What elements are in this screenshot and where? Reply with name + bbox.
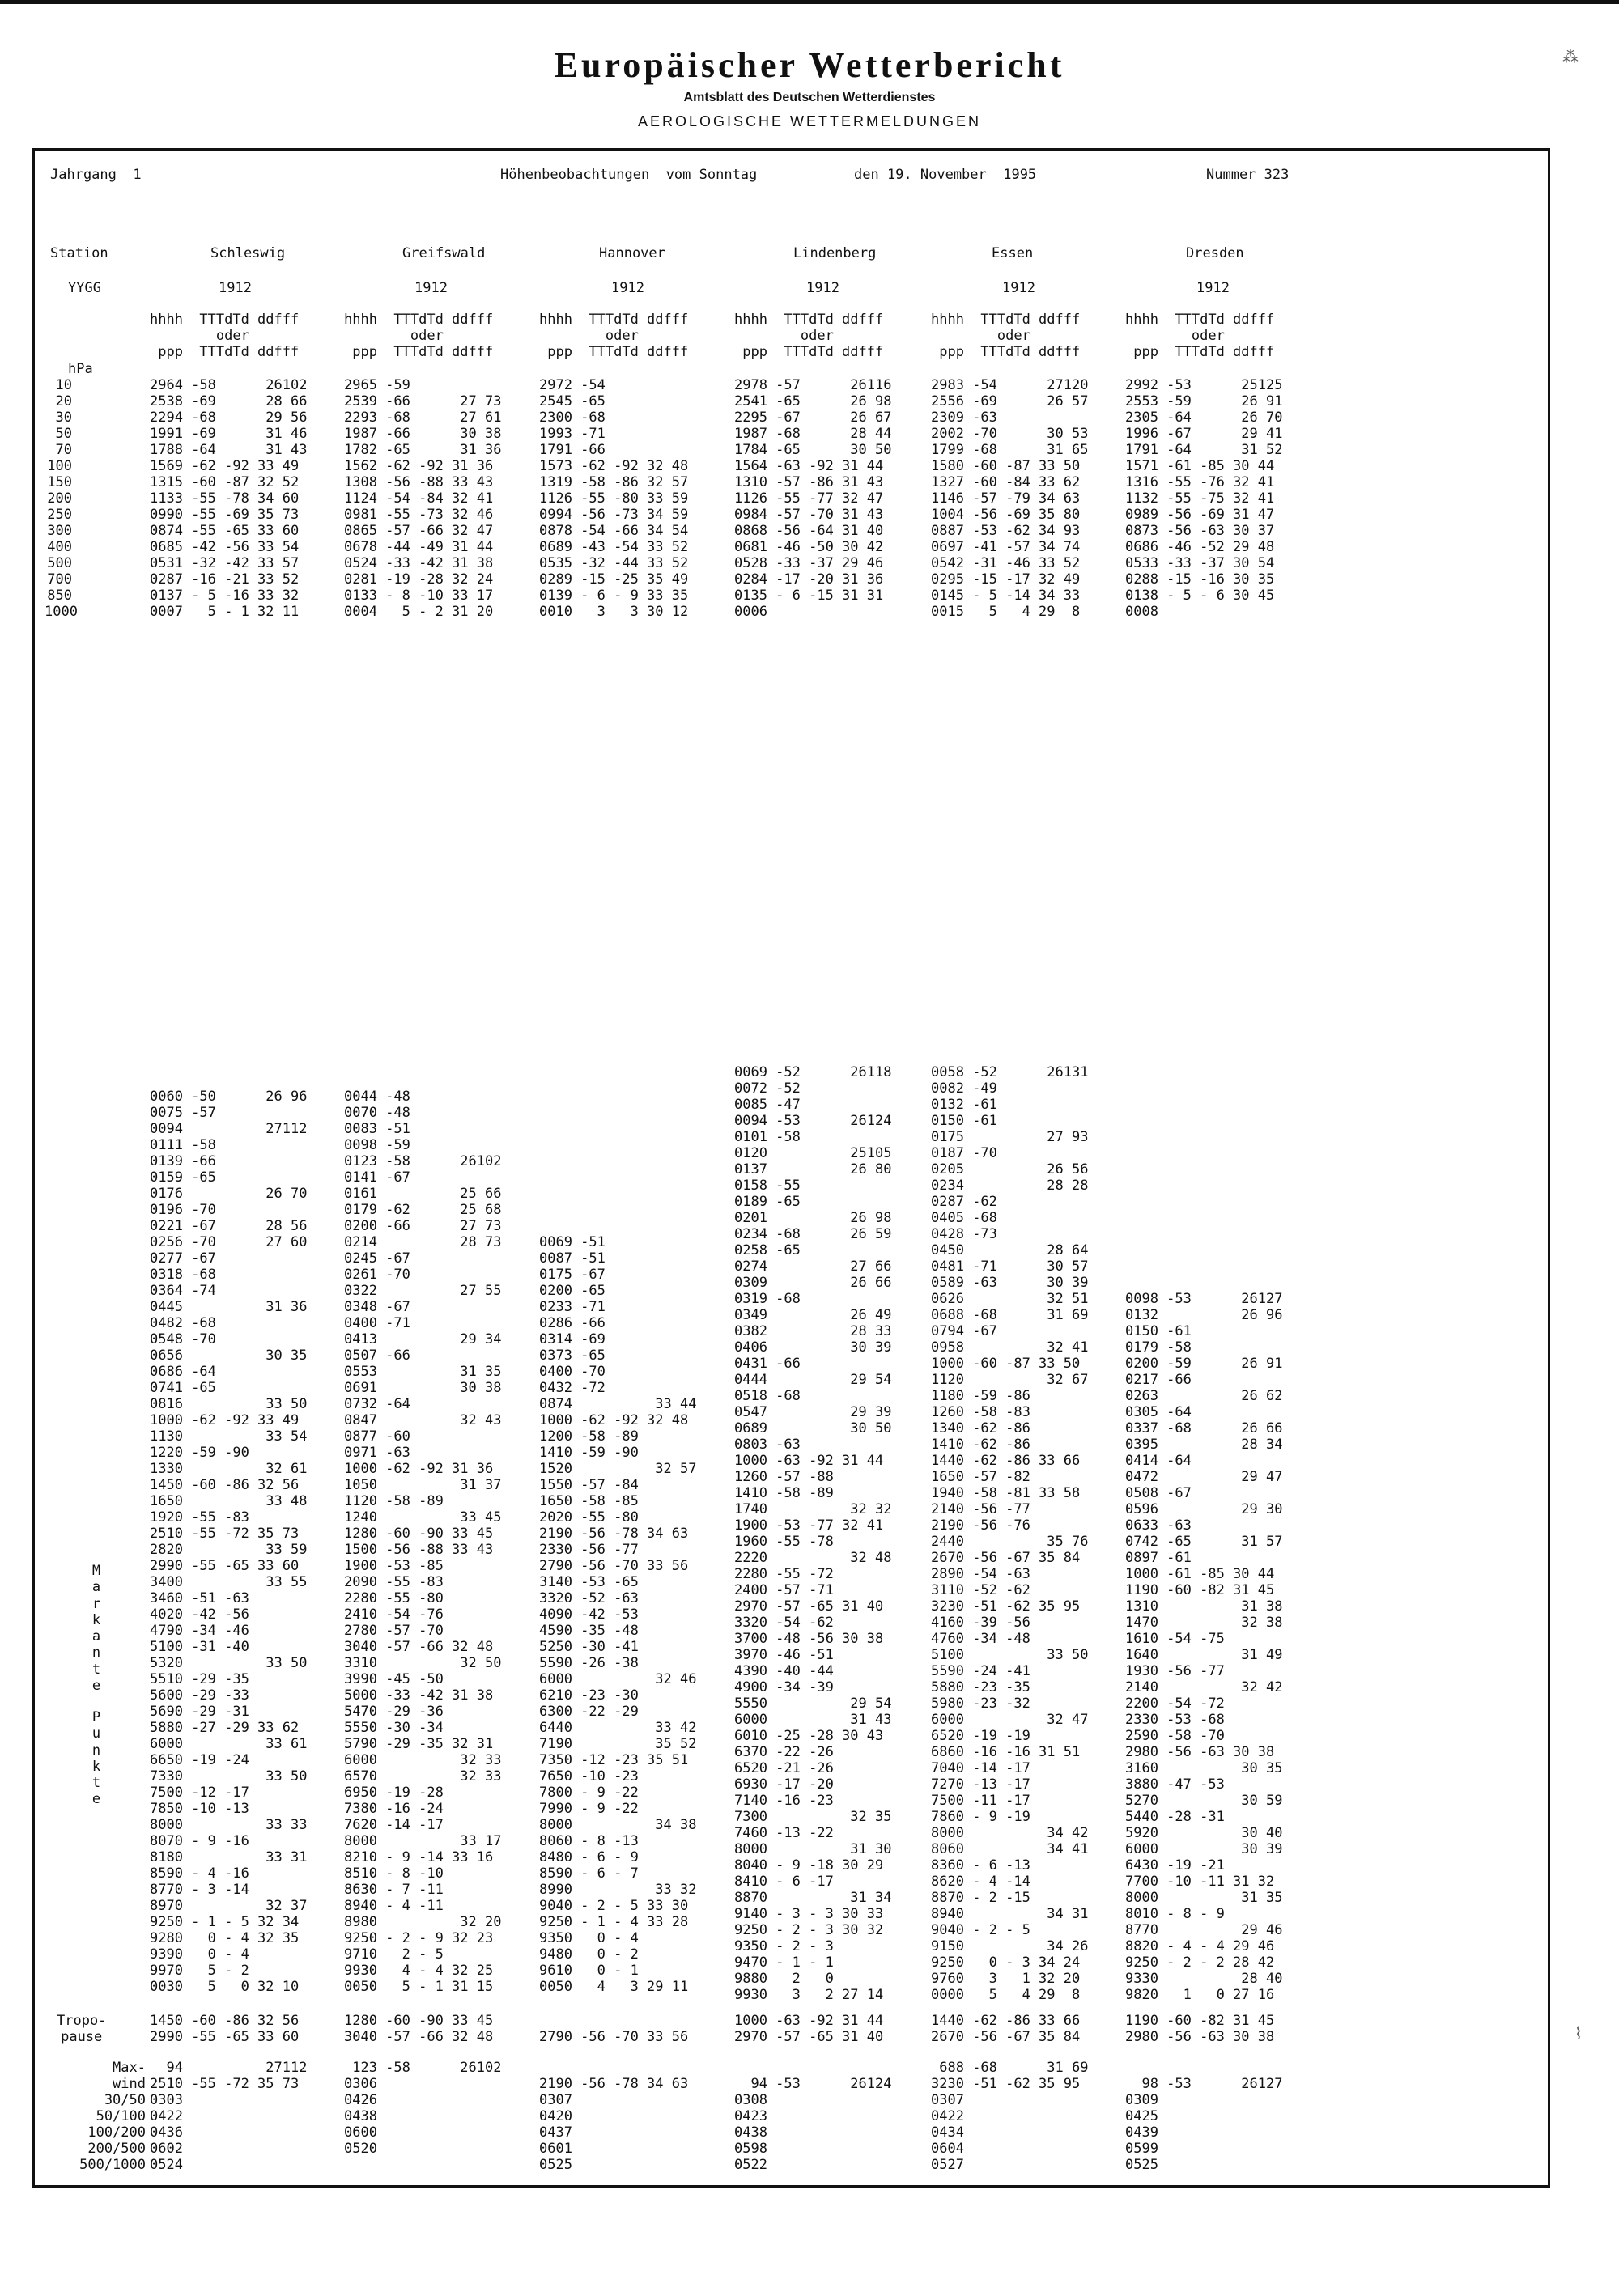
- standard-levels-data: 2972 -54 2545 -65 2300 -68 1993 -71 1791 -66 1573 -62 -92 32 48 1319 -58 -86 32 57 1126 -55 -80 33 59 0994 -56 -73 34 59 0878 -54 -66 34 54 0689 -43 -54 33 52 0535 -32 -44 33 52 0289 -15 -25 35 49 0139 - 6 - 9 33 35 0010 3 3 30 12: [539, 377, 689, 620]
- margin-scribble-bottom: ⌇: [1574, 2023, 1583, 2043]
- top-border-line: [0, 0, 1619, 4]
- significant-points-data: 0069 -51 0087 -51 0175 -67 0200 -65 0233 -71 0286 -66 0314 -69 0373 -65 0400 -70 0432 -72 0874 33 44 1000 -62 -92 32 48 1200 -58 -89 1410 -59 -90 1520 32 57 1550 -57 -84 1650 -58 -85 2020 -55 -80 2190 -56 -78 34 63 2330 -56 -77 2790 -56 -70 33 56 3140 -53 -65 3320 -52 -63 4090 -42 -53 4590 -35 -48 5250 -30 -41 5590 -26 -38 6000 32 46 6210 -23 -30 6300 -22 -29 6440 33 42 7190 35 52 7350 -12 -23 35 51 7650 -10 -23 7800 - 9 -22 7990 - 9 -22 8000 34 38 8060 - 8 -13 8480 - 6 - 9 8590 - 6 - 7 8990 33 32 9040 - 2 - 5 33 30 9250 - 1 - 4 33 28 9350 0 - 4 9480 0 - 2 9610 0 - 1 0050 4 3 29 11: [539, 1234, 697, 1995]
- hpa-label: hPa: [68, 361, 93, 377]
- maxwind-data: 688 -68 31 69 3230 -51 -62 35 95 0307 0422 0434 0604 0527: [931, 2060, 1089, 2173]
- column-header-3: ppp TTTdTd ddfff: [344, 344, 494, 360]
- station-yygg: 1912: [414, 280, 448, 296]
- column-header-1: hhhh TTTdTd ddfff: [539, 312, 689, 328]
- station-yygg: 1912: [219, 280, 252, 296]
- significant-points-data: 0069 -52 26118 0072 -52 0085 -47 0094 -53 26124 0101 -58 0120 25105 0137 26 80 0158 -55 0189 -65 0201 26 98 0234 -68 26 59 0258 -65 0274 27 66 0309 26 66 0319 -68 0349 26 49 0382 28 33 0406 30 39 0431 -66 0444 29 54 0518 -68 0547 29 39 0689 30 50 0803 -63 1000 -63 -92 31 44 1260 -57 -88 1410 -58 -89 1740 32 32 1900 -53 -77 32 41 1960 -55 -78 2220 32 48 2280 -55 -72 2400 -57 -71 2970 -57 -65 31 40 3320 -54 -62 3700 -48 -56 30 38 3970 -46 -51 4390 -40 -44 4900 -34 -39 5550 29 54 6000 31 43 6010 -25 -28 30 43 6370 -22 -26 6520 -21 -26 6930 -17 -20 7140 -16 -23 7300 32 35 7460 -13 -22 8000 31 30 8040 - 9 -18 30 29 8410 - 6 -17 8870 31 34 9140 - 3 - 3 30 33 9250 - 2 - 3 30 32 9350 - 2 - 3 9470 - 1 - 1 9880 2 0 9930 3 2 27 14: [734, 1064, 892, 2003]
- station-yygg: 1912: [1002, 280, 1035, 296]
- significant-points-data: 0058 -52 26131 0082 -49 0132 -61 0150 -61 0175 27 93 0187 -70 0205 26 56 0234 28 28 0287 -62 0405 -68 0428 -73 0450 28 64 0481 -71 30 57 0589 -63 30 39 0626 32 51 0688 -68 31 69 0794 -67 0958 32 41 1000 -60 -87 33 50 1120 32 67 1180 -59 -86 1260 -58 -83 1340 -62 -86 1410 -62 -86 1440 -62 -86 33 66 1650 -57 -82 1940 -58 -81 33 58 2140 -56 -77 2190 -56 -76 2440 35 76 2670 -56 -67 35 84 2890 -54 -63 3110 -52 -62 3230 -51 -62 35 95 4160 -39 -56 4760 -34 -48 5100 33 50 5590 -24 -41 5880 -23 -35 5980 -23 -32 6000 32 47 6520 -19 -19 6860 -16 -16 31 51 7040 -14 -17 7270 -13 -17 7500 -11 -17 7860 - 9 -19 8000 34 42 8060 34 41 8360 - 6 -13 8620 - 4 -14 8870 - 2 -15 8940 34 31 9040 - 2 - 5 9150 34 26 9250 0 - 3 34 24 9760 3 1 32 20 0000 5 4 29 8: [931, 1064, 1089, 2003]
- maxwind-data: 94 27112 2510 -55 -72 35 73 0303 0422 0436 0602 0524: [150, 2060, 308, 2173]
- yygg-label: YYGG: [68, 280, 101, 296]
- page-subtitle: Amtsblatt des Deutschen Wetterdienstes: [683, 91, 936, 104]
- column-header-1: hhhh TTTdTd ddfff: [344, 312, 494, 328]
- column-header-3: ppp TTTdTd ddfff: [931, 344, 1081, 360]
- standard-levels-data: 2978 -57 26116 2541 -65 26 98 2295 -67 26 67 1987 -68 28 44 1784 -65 30 50 1564 -63 -92 31 44 1310 -57 -86 31 43 1126 -55 -77 32 47 0984 -57 -70 31 43 0868 -56 -64 31 40 0681 -46 -50 30 42 0528 -33 -37 29 46 0284 -17 -20 31 36 0135 - 6 -15 31 31 0006: [734, 377, 892, 620]
- section-title: AEROLOGISCHE WETTERMELDUNGEN: [637, 113, 982, 129]
- tropopause-data: 1450 -60 -86 32 56 2990 -55 -65 33 60: [150, 2013, 300, 2045]
- station-yygg: 1912: [611, 280, 644, 296]
- column-header-2: oder: [734, 328, 834, 344]
- pressure-levels: 10 20 30 50 70 100 150 200 250 300 400 500 700 850 1000: [45, 377, 78, 620]
- column-header-2: oder: [931, 328, 1030, 344]
- station-yygg: 1912: [1196, 280, 1230, 296]
- tropopause-data: 1280 -60 -90 33 45 3040 -57 -66 32 48: [344, 2013, 494, 2045]
- column-header-1: hhhh TTTdTd ddfff: [150, 312, 300, 328]
- station-name: Lindenberg: [793, 245, 877, 261]
- standard-levels-data: 2964 -58 26102 2538 -69 28 66 2294 -68 29 56 1991 -69 31 46 1788 -64 31 43 1569 -62 -92 33 49 1315 -60 -87 32 52 1133 -55 -78 34 60 0990 -55 -69 35 73 0874 -55 -65 33 60 0685 -42 -56 33 54 0531 -32 -42 33 57 0287 -16 -21 33 52 0137 - 5 -16 33 32 0007 5 - 1 32 11: [150, 377, 308, 620]
- significant-points-data: 0044 -48 0070 -48 0083 -51 0098 -59 0123 -58 26102 0141 -67 0161 25 66 0179 -62 25 68 0200 -66 27 73 0214 28 73 0245 -67 0261 -70 0322 27 55 0348 -67 0400 -71 0413 29 34 0507 -66 0553 31 35 0691 30 38 0732 -64 0847 32 43 0877 -60 0971 -63 1000 -62 -92 31 36 1050 31 37 1120 -58 -89 1240 33 45 1280 -60 -90 33 45 1500 -56 -88 33 43 1900 -53 -85 2090 -55 -83 2280 -55 -80 2410 -54 -76 2780 -57 -70 3040 -57 -66 32 48 3310 32 50 3990 -45 -50 5000 -33 -42 31 38 5470 -29 -36 5550 -30 -34 5790 -29 -35 32 31 6000 32 33 6570 32 33 6950 -19 -28 7380 -16 -24 7620 -14 -17 8000 33 17 8210 - 9 -14 33 16 8510 - 8 -10 8630 - 7 -11 8940 - 4 -11 8980 32 20 9250 - 2 - 9 32 23 9710 2 - 5 9930 4 - 4 32 25 0050 5 - 1 31 15: [344, 1089, 502, 1995]
- column-header-2: oder: [1125, 328, 1225, 344]
- maxwind-data: 2190 -56 -78 34 63 0307 0420 0437 0601 0525: [539, 2076, 689, 2173]
- station-name: Schleswig: [210, 245, 286, 261]
- standard-levels-data: 2992 -53 25125 2553 -59 26 91 2305 -64 26 70 1996 -67 29 41 1791 -64 31 52 1571 -61 -85 30 44 1316 -55 -76 32 41 1132 -55 -75 32 41 0989 -56 -69 31 47 0873 -56 -63 30 37 0686 -46 -52 29 48 0533 -33 -37 30 54 0288 -15 -16 30 35 0138 - 5 - 6 30 45 0008: [1125, 377, 1283, 620]
- page-header: [0, 45, 1619, 130]
- tropopause-label: Tropo- pause: [57, 2013, 107, 2045]
- station-yygg: 1912: [806, 280, 839, 296]
- column-header-1: hhhh TTTdTd ddfff: [931, 312, 1081, 328]
- station-name: Greifswald: [402, 245, 486, 261]
- tropopause-data: 1440 -62 -86 33 66 2670 -56 -67 35 84: [931, 2013, 1081, 2045]
- column-header-1: hhhh TTTdTd ddfff: [1125, 312, 1275, 328]
- column-header-2: oder: [539, 328, 639, 344]
- page-title: Europäischer Wetterbericht: [554, 45, 1065, 85]
- punkte-label: P u n k t e: [91, 1709, 101, 1808]
- tropopause-data: 1190 -60 -82 31 45 2980 -56 -63 30 38: [1125, 2013, 1275, 2045]
- column-header-3: ppp TTTdTd ddfff: [539, 344, 689, 360]
- station-name: Essen: [992, 245, 1034, 261]
- maxwind-label: Max- wind 30/50 50/100 100/200 200/500 500/1000: [79, 2060, 146, 2173]
- column-header-2: oder: [150, 328, 249, 344]
- column-header-3: ppp TTTdTd ddfff: [1125, 344, 1275, 360]
- significant-points-data: 0060 -50 26 96 0075 -57 0094 27112 0111 -58 0139 -66 0159 -65 0176 26 70 0196 -70 0221 -67 28 56 0256 -70 27 60 0277 -67 0318 -68 0364 -74 0445 31 36 0482 -68 0548 -70 0656 30 35 0686 -64 0741 -65 0816 33 50 1000 -62 -92 33 49 1130 33 54 1220 -59 -90 1330 32 61 1450 -60 -86 32 56 1650 33 48 1920 -55 -83 2510 -55 -72 35 73 2820 33 59 2990 -55 -65 33 60 3400 33 55 3460 -51 -63 4020 -42 -56 4790 -34 -46 5100 -31 -40 5320 33 50 5510 -29 -35 5600 -29 -33 5690 -29 -31 5880 -27 -29 33 62 6000 33 61 6650 -19 -24 7330 33 50 7500 -12 -17 7850 -10 -13 8000 33 33 8070 - 9 -16 8180 33 31 8590 - 4 -16 8770 - 3 -14 8970 32 37 9250 - 1 - 5 32 34 9280 0 - 4 32 35 9390 0 - 4 9970 5 - 2 0030 5 0 32 10: [150, 1089, 308, 1995]
- issue-number: Nummer 323: [1206, 167, 1290, 183]
- maxwind-data: 94 -53 26124 0308 0423 0438 0598 0522: [734, 2076, 892, 2173]
- station-name: Hannover: [599, 245, 665, 261]
- jahrgang-label: Jahrgang 1: [50, 167, 142, 183]
- margin-scribble: ⁂: [1562, 47, 1579, 66]
- standard-levels-data: 2965 -59 2539 -66 27 73 2293 -68 27 61 1987 -66 30 38 1782 -65 31 36 1562 -62 -92 31 36 1308 -56 -88 33 43 1124 -54 -84 32 41 0981 -55 -73 32 46 0865 -57 -66 32 47 0678 -44 -49 31 44 0524 -33 -42 31 38 0281 -19 -28 32 24 0133 - 8 -10 33 17 0004 5 - 2 31 20: [344, 377, 502, 620]
- tropopause-data: 1000 -63 -92 31 44 2970 -57 -65 31 40: [734, 2013, 884, 2045]
- column-header-3: ppp TTTdTd ddfff: [734, 344, 884, 360]
- station-label: Station: [50, 245, 108, 261]
- tropopause-data: 2790 -56 -70 33 56: [539, 2029, 689, 2045]
- column-header-2: oder: [344, 328, 444, 344]
- date-label: den 19. November 1995: [854, 167, 1037, 183]
- observation-label: Höhenbeobachtungen vom Sonntag: [500, 167, 758, 183]
- column-header-3: ppp TTTdTd ddfff: [150, 344, 300, 360]
- markante-label: M a r k a n t e: [91, 1563, 101, 1695]
- standard-levels-data: 2983 -54 27120 2556 -69 26 57 2309 -63 2002 -70 30 53 1799 -68 31 65 1580 -60 -87 33 50 1327 -60 -84 33 62 1146 -57 -79 34 63 1004 -56 -69 35 80 0887 -53 -62 34 93 0697 -41 -57 34 74 0542 -31 -46 33 52 0295 -15 -17 32 49 0145 - 5 -14 34 33 0015 5 4 29 8: [931, 377, 1089, 620]
- significant-points-data: 0098 -53 26127 0132 26 96 0150 -61 0179 -58 0200 -59 26 91 0217 -66 0263 26 62 0305 -64 0337 -68 26 66 0395 28 34 0414 -64 0472 29 47 0508 -67 0596 29 30 0633 -63 0742 -65 31 57 0897 -61 1000 -61 -85 30 44 1190 -60 -82 31 45 1310 31 38 1470 32 38 1610 -54 -75 1640 31 49 1930 -56 -77 2140 32 42 2200 -54 -72 2330 -53 -68 2590 -58 -70 2980 -56 -63 30 38 3160 30 35 3880 -47 -53 5270 30 59 5440 -28 -31 5920 30 40 6000 30 39 6430 -19 -21 7700 -10 -11 31 32 8000 31 35 8010 - 8 - 9 8770 29 46 8820 - 4 - 4 29 46 9250 - 2 - 2 28 42 9330 28 40 9820 1 0 27 16: [1125, 1291, 1283, 2003]
- maxwind-data: 98 -53 26127 0309 0425 0439 0599 0525: [1125, 2076, 1283, 2173]
- column-header-1: hhhh TTTdTd ddfff: [734, 312, 884, 328]
- maxwind-data: 123 -58 26102 0306 0426 0438 0600 0520: [344, 2060, 502, 2157]
- station-name: Dresden: [1186, 245, 1244, 261]
